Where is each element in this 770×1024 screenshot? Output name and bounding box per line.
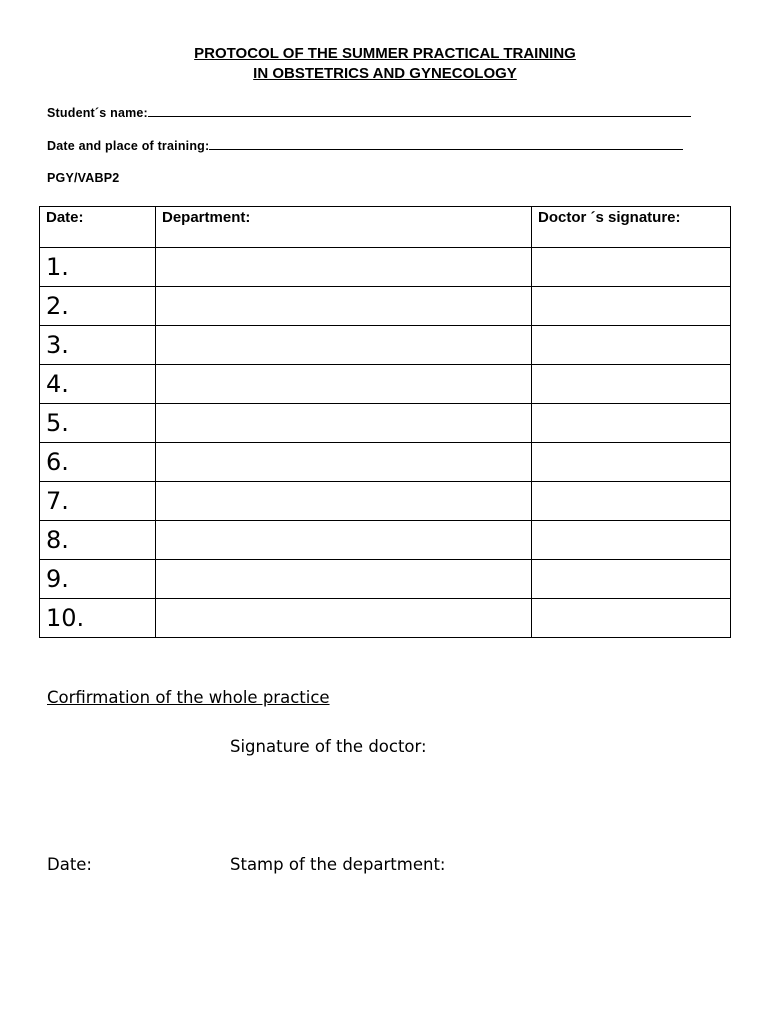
signature-cell[interactable]	[532, 599, 731, 638]
form-code: PGY/VABP2	[47, 171, 120, 185]
table-row	[40, 443, 731, 482]
column-header-date: Date:	[40, 207, 156, 248]
column-header-doctor-signature: Doctor ´s signature:	[532, 207, 731, 248]
signature-cell[interactable]	[532, 287, 731, 326]
department-cell[interactable]	[156, 599, 532, 638]
table-row	[40, 326, 731, 365]
department-cell[interactable]	[156, 365, 532, 404]
student-name-label: Student´s name:	[47, 106, 148, 120]
signature-cell[interactable]	[532, 326, 731, 365]
confirmation-heading: Corfirmation of the whole practice	[47, 688, 330, 707]
row-number: 4.	[40, 365, 156, 404]
date-place-label: Date and place of training:	[47, 139, 210, 153]
department-cell[interactable]	[156, 248, 532, 287]
row-number: 1.	[40, 248, 156, 287]
table-row	[40, 248, 731, 287]
table-row	[40, 404, 731, 443]
date-place-field	[47, 137, 683, 153]
row-number: 7.	[40, 482, 156, 521]
signature-cell[interactable]	[532, 248, 731, 287]
row-number: 3.	[40, 326, 156, 365]
row-number: 2.	[40, 287, 156, 326]
document-title-line-2: IN OBSTETRICS AND GYNECOLOGY	[253, 65, 517, 82]
department-cell[interactable]	[156, 404, 532, 443]
department-cell[interactable]	[156, 326, 532, 365]
department-cell[interactable]	[156, 560, 532, 599]
row-number: 5.	[40, 404, 156, 443]
confirmation-date-label: Date:	[47, 855, 92, 874]
document-title-line-1: PROTOCOL OF THE SUMMER PRACTICAL TRAINING	[194, 45, 576, 62]
date-place-blank-line[interactable]	[209, 137, 683, 150]
table-row	[40, 521, 731, 560]
table-row	[40, 365, 731, 404]
table-row	[40, 482, 731, 521]
department-cell[interactable]	[156, 521, 532, 560]
row-number: 8.	[40, 521, 156, 560]
signature-cell[interactable]	[532, 443, 731, 482]
signature-cell[interactable]	[532, 521, 731, 560]
table-row	[40, 287, 731, 326]
table-row	[40, 599, 731, 638]
signature-cell[interactable]	[532, 560, 731, 599]
department-stamp-label: Stamp of the department:	[230, 855, 446, 874]
department-cell[interactable]	[156, 443, 532, 482]
column-header-department: Department:	[156, 207, 532, 248]
row-number: 9.	[40, 560, 156, 599]
student-name-blank-line[interactable]	[148, 104, 691, 117]
doctor-signature-label: Signature of the doctor:	[230, 737, 427, 756]
department-cell[interactable]	[156, 482, 532, 521]
table-row	[40, 560, 731, 599]
signature-cell[interactable]	[532, 365, 731, 404]
student-name-field	[47, 104, 691, 120]
row-number: 10.	[40, 599, 156, 638]
signature-cell[interactable]	[532, 404, 731, 443]
signature-cell[interactable]	[532, 482, 731, 521]
department-cell[interactable]	[156, 287, 532, 326]
row-number: 6.	[40, 443, 156, 482]
table-header-row	[40, 207, 731, 248]
training-log-table	[39, 206, 731, 638]
